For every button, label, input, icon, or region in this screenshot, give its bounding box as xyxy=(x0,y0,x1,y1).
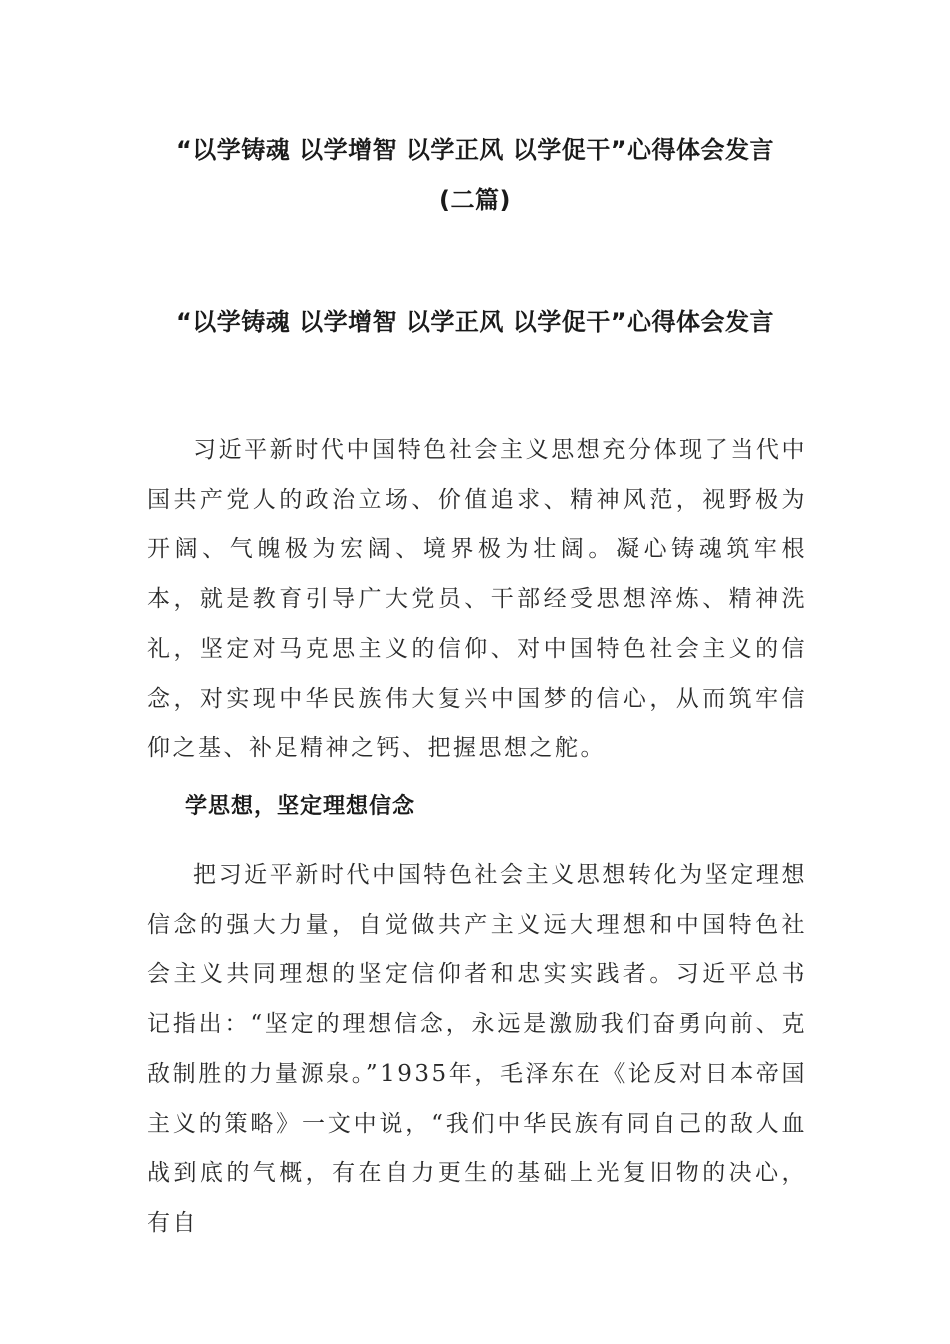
section-heading: 学思想，坚定理想信念 xyxy=(185,794,416,819)
document-subtitle: (二篇) xyxy=(439,186,511,214)
document-title: “以学铸魂 以学增智 以学正风 以学促干”心得体会发言 xyxy=(175,136,775,164)
section-title: “以学铸魂 以学增智 以学正风 以学促干”心得体会发言 xyxy=(175,308,775,336)
body-paragraph: 习近平新时代中国特色社会主义思想充分体现了当代中国共产党人的政治立场、价值追求、精神风范，视野极为开阔、气魄极为宏阔、境界极为壮阔。凝心铸魂筑牢根本，就是教育引导广大党员、干部经受思想淬炼、精神洗礼，坚定对马克思主义的信仰、对中国特色社会主义的信念，对实现中华民族伟大复兴中国梦的信心，从而筑牢信仰之基、补足精神之钙、把握思想之舵。 xyxy=(147,437,807,762)
body-paragraph: 把习近平新时代中国特色社会主义思想转化为坚定理想信念的强大力量，自觉做共产主义远大理想和中国特色社会主义共同理想的坚定信仰者和忠实实践者。习近平总书记指出：“坚定的理想信念，永远是激励我们奋勇向前、克敌制胜的力量源泉。”1935年，毛泽东在《论反对日本帝国主义的策略》一文中说，“我们中华民族有同自己的敌人血战到底的气概，有在自力更生的基础上光复旧物的决心，有自 xyxy=(147,862,807,1236)
